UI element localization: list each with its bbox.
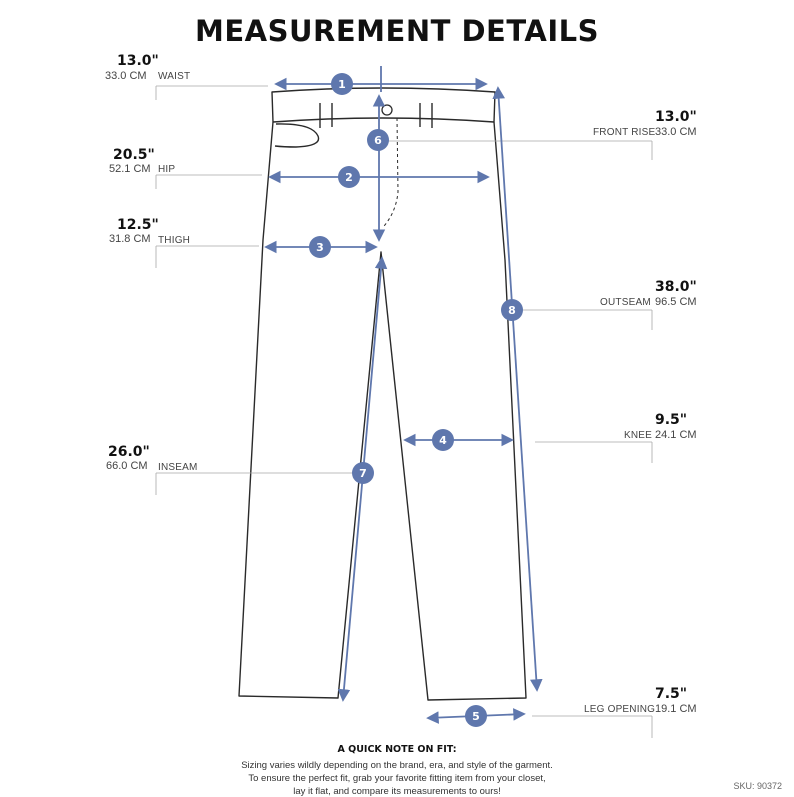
svg-text:7: 7 <box>359 467 367 480</box>
badge-5 <box>465 705 487 727</box>
outseam-cm: 96.5 CM <box>655 296 697 308</box>
thigh-inch: 12.5" <box>117 217 159 233</box>
fit-note-line-1: Sizing varies wildly depending on the brand, era, and style of the garment. <box>241 760 553 771</box>
pants-outline <box>239 88 526 700</box>
svg-text:2: 2 <box>345 171 353 184</box>
front-rise-name: FRONT RISE <box>593 127 656 138</box>
badge-2 <box>338 166 360 188</box>
sku-label: SKU: 90372 <box>733 781 782 791</box>
hip-name: HIP <box>158 164 176 175</box>
badge-6 <box>367 129 389 151</box>
outseam-name: OUTSEAM <box>600 297 651 308</box>
pants-body <box>239 122 526 700</box>
svg-text:5: 5 <box>472 710 480 723</box>
measurement-arrows <box>266 84 537 718</box>
knee-name: KNEE <box>624 430 653 441</box>
badge-1 <box>331 73 353 95</box>
waistband <box>272 88 495 122</box>
hip-cm: 52.1 CM <box>109 163 151 175</box>
svg-text:6: 6 <box>374 134 382 147</box>
badge-7 <box>352 462 374 484</box>
inseam-inch: 26.0" <box>108 444 150 460</box>
arrow-outseam <box>498 88 537 690</box>
leg-opening-inch: 7.5" <box>655 686 688 702</box>
front-rise-cm: 33.0 CM <box>655 126 697 138</box>
front-rise-inch: 13.0" <box>655 109 697 125</box>
knee-cm: 24.1 CM <box>655 429 697 441</box>
outseam-inch: 38.0" <box>655 279 697 295</box>
waist-inch: 13.0" <box>117 53 159 69</box>
leg-opening-name: LEG OPENING <box>584 704 656 715</box>
hip-inch: 20.5" <box>113 147 155 163</box>
badge-3 <box>309 236 331 258</box>
guide-lines <box>156 86 652 738</box>
badge-4 <box>432 429 454 451</box>
badge-8 <box>501 299 523 321</box>
knee-inch: 9.5" <box>655 412 688 428</box>
svg-text:1: 1 <box>338 78 346 91</box>
belt-loop-left <box>320 103 332 128</box>
waist-button <box>382 105 392 115</box>
inseam-cm: 66.0 CM <box>106 460 148 472</box>
svg-text:3: 3 <box>316 241 324 254</box>
svg-text:8: 8 <box>508 304 516 317</box>
leg-opening-cm: 19.1 CM <box>655 703 697 715</box>
fit-note-title: A QUICK NOTE ON FIT: <box>337 744 457 755</box>
front-pocket <box>275 124 319 147</box>
fit-note-line-3: lay it flat, and compare its measurements to ours! <box>293 786 501 797</box>
waist-cm: 33.0 CM <box>105 70 147 82</box>
svg-text:4: 4 <box>439 434 447 447</box>
inseam-name: INSEAM <box>158 462 198 473</box>
fit-note-line-2: To ensure the perfect fit, grab your favorite fitting item from your closet, <box>248 773 546 784</box>
waist-name: WAIST <box>158 71 191 82</box>
thigh-cm: 31.8 CM <box>109 233 151 245</box>
thigh-name: THIGH <box>158 235 191 246</box>
belt-loop-right <box>420 103 432 128</box>
page-title: MEASUREMENT DETAILS <box>194 14 600 48</box>
